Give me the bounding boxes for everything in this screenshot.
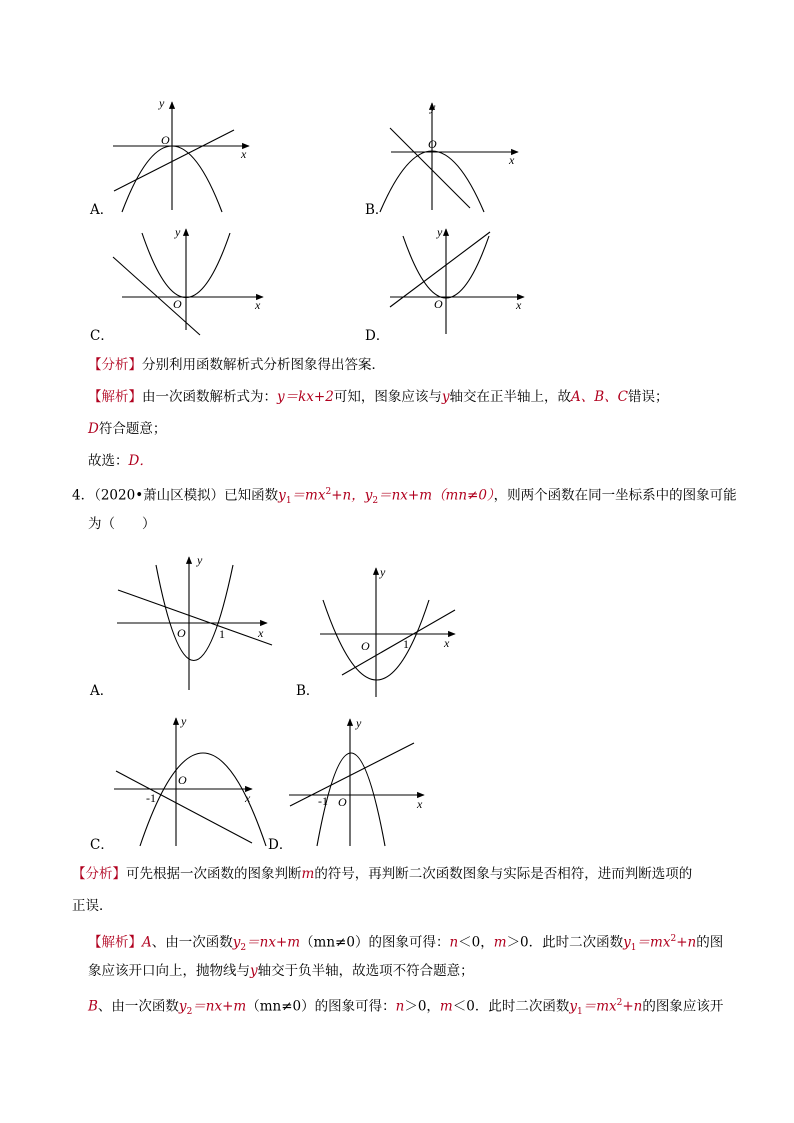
origin-label: O (361, 639, 370, 653)
q4-solution-a: 【解析】A、由一次函数$y_2=nx+m(mn\ne 0)$的图象可得：n＜0，m＞0．此时二次函数$y_1=mx^2+n$的图 (88, 934, 724, 954)
origin-label: O (338, 795, 347, 809)
x-axis-label: x (509, 153, 515, 167)
origin-label: O (161, 133, 170, 147)
x-axis-label: x (258, 626, 264, 640)
q3-option-a: A． (90, 202, 114, 218)
tick-neg-one: -1 (318, 794, 328, 808)
origin-label: O (428, 137, 437, 151)
x-axis-label: x (245, 791, 251, 805)
q3-graph-c (113, 229, 263, 335)
y-axis-label: y (437, 225, 443, 239)
q3-analysis: 【分析】分别利用函数解析式分析图象得出答案． (88, 357, 385, 373)
q3-solution: 【解析】由一次函数解析式为：y＝kx+2可知，图象应该与y轴交在正半轴上，故A、B、C错误； (88, 389, 669, 405)
q3-answer: 故选：D． (88, 453, 153, 469)
y-axis-label: y (430, 100, 436, 114)
origin-label: O (178, 773, 187, 787)
q4-analysis: 【分析】可先根据一次函数的图象判断m的符号，再判断二次函数图象与实际是否相符，进而判断选项的 (72, 866, 693, 882)
x-axis-label: x (417, 797, 423, 811)
q4-solution-b: B、由一次函数$y_2=nx+m(mn\ne 0)$的图象可得：n＞0，m＜0．此时二次函数$y_1=mx^2+n$的图象应该开 (88, 998, 724, 1018)
origin-label: O (434, 297, 443, 311)
y-axis-label: y (197, 553, 203, 567)
q3-solution-line2: D符合题意； (88, 421, 167, 437)
q4-option-d: D． (268, 837, 293, 853)
q3-option-d: D． (365, 328, 390, 344)
q4-graph-b (320, 568, 455, 697)
q4-stem-line2: 为（ ） (88, 516, 156, 532)
x-axis-label: x (516, 298, 522, 312)
q4-option-a: A． (90, 683, 114, 699)
origin-label: O (177, 626, 186, 640)
y-axis-label: y (181, 714, 187, 728)
q3-graph-a (113, 102, 249, 212)
q4-solution-a-line2: 象应该开口向上，抛物线与y轴交于负半轴，故选项不符合题意； (88, 963, 474, 979)
y-axis-label: y (380, 565, 386, 579)
q4-graph-a (117, 557, 272, 690)
origin-label: O (173, 297, 182, 311)
q3-graph-b (380, 103, 518, 212)
q4-graph-d (289, 719, 424, 846)
x-axis-label: x (255, 298, 261, 312)
q3-graph-d (390, 229, 524, 334)
tick-neg-one: -1 (146, 791, 156, 805)
tick-one: 1 (219, 627, 225, 641)
q4-graph-c (114, 718, 266, 846)
y-axis-label: y (175, 225, 181, 239)
q4-analysis-line2: 正误． (72, 898, 113, 914)
y-axis-label: y (356, 716, 362, 730)
y-axis-label: y (159, 96, 165, 110)
q3-option-c: C． (90, 328, 114, 344)
q4-option-c: C． (90, 837, 114, 853)
q4-stem: 4．（2020•萧山区模拟）已知函数$y_1=mx^2+n$，$y_2=nx+m(mn\ne 0)$，则两个函数在同一坐标系中的图象可能 (72, 487, 737, 507)
q3-option-b: B． (365, 202, 389, 218)
q4-option-b: B． (296, 683, 320, 699)
x-axis-label: x (444, 636, 450, 650)
x-axis-label: x (241, 147, 247, 161)
tick-one: 1 (403, 637, 409, 651)
